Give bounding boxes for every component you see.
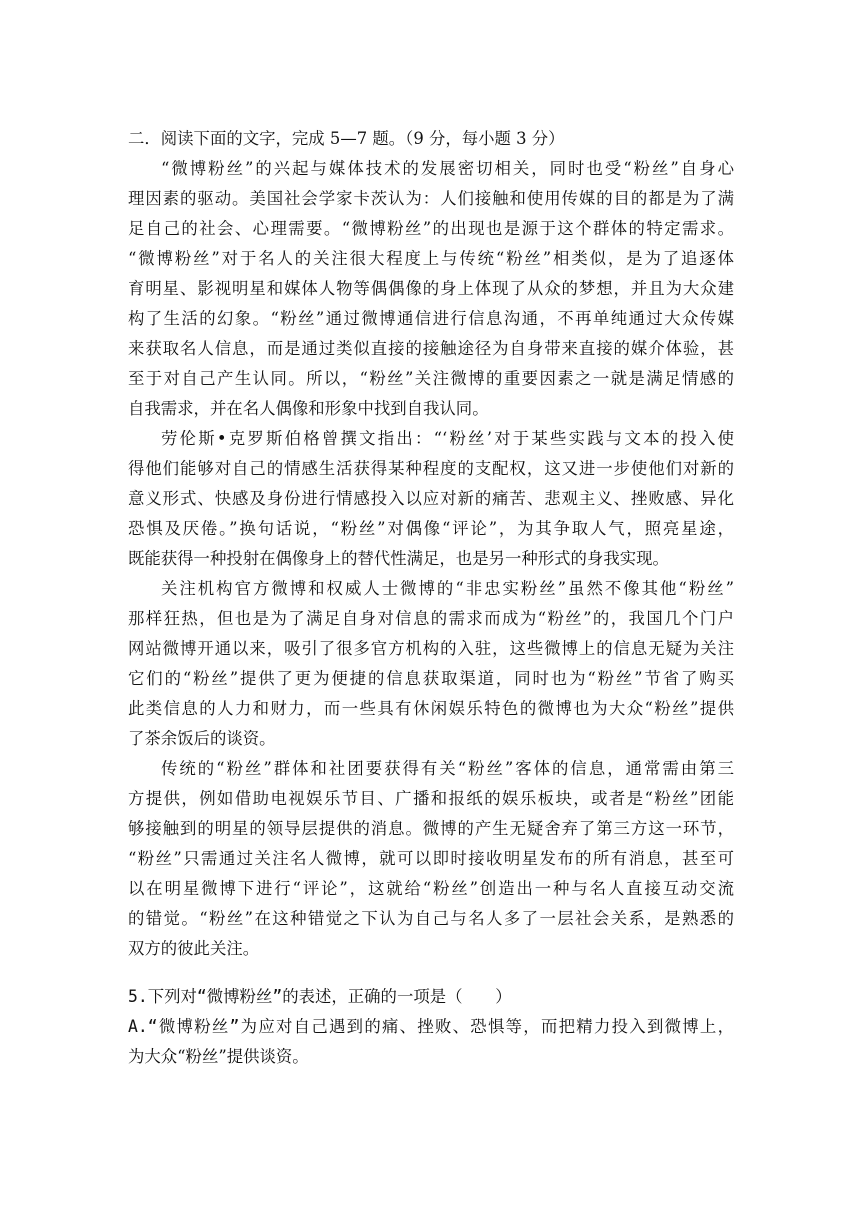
paragraph-line: 了茶余饭后的谈资。 (128, 729, 276, 748)
question-stem: 5.下列对“微博粉丝”的表述，正确的一项是（ ） (128, 987, 512, 1006)
paragraph-3 (128, 574, 734, 754)
paragraph-line: 传统的“粉丝”群体和社团要获得有关“粉丝”客体的信息，通常需由第三 (161, 759, 734, 778)
paragraph-line: 以在明星微博下进行“评论”，这就给“粉丝”创造出一种与名人直接互动交流 (128, 879, 734, 898)
paragraph-line: 够接触到的明星的领导层提供的消息。微博的产生无疑舍弃了第三方这一环节， (128, 819, 734, 838)
paragraph-line: 理因素的驱动。美国社会学家卡茨认为：人们接触和使用传媒的目的都是为了满 (128, 189, 734, 208)
paragraph-line: 至于对自己产生认同。所以，“粉丝”关注微博的重要因素之一就是满足情感的 (128, 369, 734, 388)
paragraph-line: “粉丝”只需通过关注名人微博，就可以即时接收明星发布的所有消息，甚至可 (128, 849, 734, 868)
paragraph-1 (128, 154, 734, 424)
paragraph-line: 得他们能够对自己的情感生活获得某种程度的支配权，这又进一步使他们对新的 (128, 459, 734, 478)
paragraph-line: 此类信息的人力和财力，而一些具有休闲娱乐特色的微博也为大众“粉丝”提供 (128, 699, 734, 718)
passage (128, 154, 734, 964)
paragraph-line: 自我需求，并在名人偶像和形象中找到自我认同。 (128, 399, 489, 418)
option-a-line: A.“微博粉丝”为应对自己遇到的痛、挫败、恐惧等，而把精力投入到微博上， (128, 1017, 734, 1036)
paragraph-line: 足自己的社会、心理需要。“微博粉丝”的出现也是源于这个群体的特定需求。 (128, 219, 734, 238)
paragraph-4 (128, 754, 734, 964)
paragraph-line: 来获取名人信息，而是通过类似直接的接触途径为自身带来直接的媒介体验，甚 (128, 339, 734, 358)
paragraph-line: “微博粉丝”的兴起与媒体技术的发展密切相关，同时也受“粉丝”自身心 (161, 159, 734, 178)
paragraph-2 (128, 424, 734, 574)
document-page (128, 124, 734, 1072)
paragraph-line: 劳伦斯•克罗斯伯格曾撰文指出：“‘粉丝’对于某些实践与文本的投入使 (161, 429, 734, 448)
section-heading: 二．阅读下面的文字，完成 5—7 题。（9 分，每小题 3 分） (128, 129, 565, 148)
paragraph-line: 关注机构官方微博和权威人士微博的“非忠实粉丝”虽然不像其他“粉丝” (161, 579, 734, 598)
paragraph-line: “微博粉丝”对于名人的关注很大程度上与传统“粉丝”相类似，是为了追逐体 (128, 249, 734, 268)
paragraph-line: 网站微博开通以来，吸引了很多官方机构的入驻，这些微博上的信息无疑为关注 (128, 639, 734, 658)
paragraph-line: 它们的“粉丝”提供了更为便捷的信息获取渠道，同时也为“粉丝”节省了购买 (128, 669, 734, 688)
question-5 (128, 982, 734, 1072)
paragraph-line: 的错觉。“粉丝”在这种错觉之下认为自己与名人多了一层社会关系，是熟悉的 (128, 909, 734, 928)
paragraph-line: 那样狂热，但也是为了满足自身对信息的需求而成为“粉丝”的，我国几个门户 (128, 609, 734, 628)
paragraph-line: 意义形式、快感及身份进行情感投入以应对新的痛苦、悲观主义、挫败感、异化 (128, 489, 734, 508)
paragraph-line: 方提供，例如借助电视娱乐节目、广播和报纸的娱乐板块，或者是“粉丝”团能 (128, 789, 734, 808)
option-a-line: 为大众“粉丝”提供谈资。 (128, 1047, 309, 1066)
paragraph-line: 育明星、影视明星和媒体人物等偶偶像的身上体现了从众的梦想，并且为大众建 (128, 279, 734, 298)
paragraph-line: 构了生活的幻象。“粉丝”通过微博通信进行信息沟通，不再单纯通过大众传媒 (128, 309, 734, 328)
paragraph-line: 双方的彼此关注。 (128, 939, 260, 958)
paragraph-line: 恐惧及厌倦。”换句话说，“粉丝”对偶像“评论”，为其争取人气，照亮星途， (128, 519, 734, 538)
section-gap (128, 964, 734, 982)
paragraph-line: 既能获得一种投射在偶像身上的替代性满足，也是另一种形式的身我实现。 (128, 549, 669, 568)
